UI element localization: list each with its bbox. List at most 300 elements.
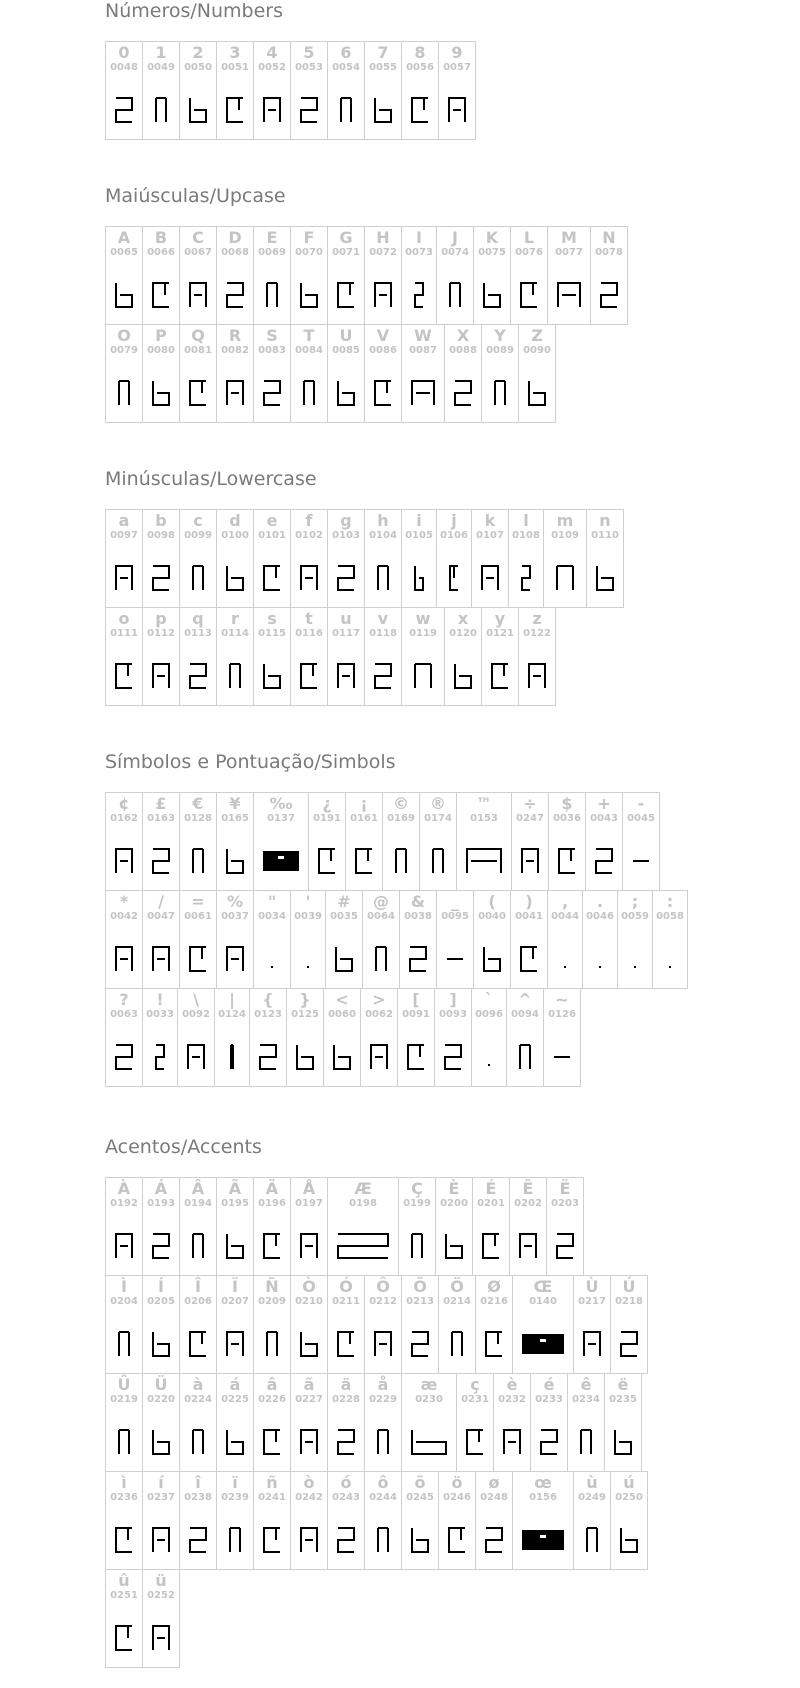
glyph-cell xyxy=(327,41,365,140)
glyph-character: Ä xyxy=(265,1179,279,1198)
grid-accents xyxy=(105,1177,647,1667)
glyph-sample xyxy=(221,259,249,324)
glyph-character: % xyxy=(226,892,244,911)
glyph-sample xyxy=(295,1406,323,1471)
glyph-code: 0073 xyxy=(405,247,433,258)
glyph-sample xyxy=(258,1210,286,1275)
glyph-sample xyxy=(184,640,212,705)
glyph-code: 0212 xyxy=(369,1296,397,1307)
glyph-character: l xyxy=(523,511,529,530)
glyph-sample xyxy=(552,259,586,324)
glyph-code: 0250 xyxy=(615,1492,643,1503)
glyph-code: 0207 xyxy=(221,1296,249,1307)
glyph-sample xyxy=(350,825,378,890)
glyph-sample xyxy=(110,542,138,607)
glyph-code: 0239 xyxy=(221,1492,249,1503)
glyph-cell xyxy=(105,1373,143,1472)
glyph-sample xyxy=(147,923,175,988)
glyph-sample xyxy=(295,923,321,988)
glyph-sample xyxy=(548,542,582,607)
glyph-cell xyxy=(308,792,346,891)
glyph-code: 0124 xyxy=(218,1009,246,1020)
glyph-character: { xyxy=(262,990,274,1009)
glyph-code: 0211 xyxy=(332,1296,360,1307)
glyph-character: Ñ xyxy=(265,1277,279,1296)
glyph-character: @ xyxy=(373,892,389,911)
glyph-character: Â xyxy=(191,1179,205,1198)
glyph-cell xyxy=(364,1373,402,1472)
glyph-code: 0123 xyxy=(254,1009,282,1020)
glyph-sample xyxy=(591,542,619,607)
glyph-cell xyxy=(142,1471,180,1570)
glyph-character: ¥ xyxy=(229,794,241,813)
glyph-cell xyxy=(290,226,328,325)
glyph-sample xyxy=(548,1021,576,1086)
glyph-sample xyxy=(369,259,397,324)
glyph-cell xyxy=(179,607,217,706)
glyph-code: 0243 xyxy=(332,1492,360,1503)
glyph-cell xyxy=(512,1471,574,1570)
glyph-code: 0094 xyxy=(511,1009,539,1020)
glyph-sample xyxy=(369,542,397,607)
glyph-sample xyxy=(477,1210,505,1275)
glyph-cell xyxy=(216,41,254,140)
glyph-character: M xyxy=(561,228,577,247)
glyph-sample xyxy=(147,1602,175,1667)
glyph-sample xyxy=(332,1504,360,1569)
glyph-character: ™ xyxy=(476,794,492,813)
glyph-code: 0105 xyxy=(405,530,433,541)
glyph-cell xyxy=(401,41,439,140)
glyph-cell xyxy=(216,1177,254,1276)
glyph-code: 0068 xyxy=(221,247,249,258)
glyph-sample xyxy=(578,1308,606,1373)
glyph-cell xyxy=(493,1373,531,1472)
glyph-sample xyxy=(184,1308,212,1373)
glyph-cell xyxy=(179,1471,217,1570)
glyph-cell xyxy=(573,1471,611,1570)
glyph-character: ; xyxy=(631,892,639,911)
glyph-cell xyxy=(327,1275,365,1374)
glyph-cell xyxy=(323,988,361,1087)
glyph-cell xyxy=(510,226,548,325)
glyph-character: X xyxy=(456,326,470,345)
glyph-code: 0236 xyxy=(110,1492,138,1503)
glyph-character: í xyxy=(158,1473,164,1492)
glyph-cell xyxy=(364,324,402,423)
glyph-sample xyxy=(578,1504,606,1569)
glyph-cell xyxy=(586,509,624,608)
glyph-sample xyxy=(572,1406,600,1471)
glyph-character: n xyxy=(599,511,611,530)
glyph-row xyxy=(105,509,623,607)
glyph-code: 0206 xyxy=(184,1296,212,1307)
glyph-code: 0252 xyxy=(147,1590,175,1601)
glyph-sample xyxy=(110,1504,138,1569)
glyph-code: 0114 xyxy=(221,628,249,639)
glyph-cell xyxy=(622,792,660,891)
glyph-code: 0246 xyxy=(443,1492,471,1503)
glyph-sample xyxy=(615,1504,643,1569)
glyph-code: 0079 xyxy=(110,345,138,356)
glyph-sample xyxy=(365,1021,393,1086)
section-lowercase xyxy=(105,468,623,705)
glyph-sample xyxy=(110,923,138,988)
glyph-cell xyxy=(543,988,581,1087)
glyph-cell xyxy=(290,607,328,706)
glyph-character: 1 xyxy=(155,43,167,62)
glyph-sample xyxy=(258,542,286,607)
glyph-character: - xyxy=(637,794,645,813)
glyph-cell xyxy=(179,509,217,608)
glyph-code: 0241 xyxy=(258,1492,286,1503)
glyph-code: 0051 xyxy=(221,62,249,73)
glyph-cell xyxy=(473,890,511,989)
glyph-sample xyxy=(595,259,623,324)
glyph-cell xyxy=(518,324,556,423)
glyph-cell xyxy=(253,792,309,891)
glyph-code: 0203 xyxy=(551,1198,579,1209)
glyph-sample xyxy=(552,923,578,988)
glyph-cell xyxy=(547,226,591,325)
glyph-code: 0201 xyxy=(477,1198,505,1209)
glyph-cell xyxy=(546,1177,584,1276)
glyph-cell xyxy=(290,1373,328,1472)
glyph-character: v xyxy=(377,609,389,628)
glyph-cell xyxy=(142,509,180,608)
glyph-cell xyxy=(286,988,324,1087)
glyph-sample xyxy=(449,640,477,705)
glyph-cell xyxy=(456,792,512,891)
glyph-sample xyxy=(110,1210,138,1275)
glyph-cell xyxy=(142,607,180,706)
glyph-sample xyxy=(295,1308,323,1373)
glyph-cell xyxy=(105,324,143,423)
glyph-character: 7 xyxy=(377,43,389,62)
glyph-code: 0191 xyxy=(313,813,341,824)
glyph-sample xyxy=(110,1021,138,1086)
glyph-sample xyxy=(486,640,514,705)
glyph-character: ¢ xyxy=(118,794,130,813)
glyph-code: 0039 xyxy=(294,911,322,922)
glyph-character: Ù xyxy=(585,1277,599,1296)
glyph-sample xyxy=(147,74,175,139)
glyph-cell xyxy=(511,792,549,891)
glyph-code: 0064 xyxy=(367,911,395,922)
glyph-character: A xyxy=(117,228,131,247)
glyph-sample xyxy=(258,1504,286,1569)
glyph-code: 0230 xyxy=(415,1394,443,1405)
glyph-code: 0066 xyxy=(147,247,175,258)
glyph-character: e xyxy=(266,511,278,530)
glyph-character: æ xyxy=(420,1375,438,1394)
glyph-character: ‰ xyxy=(269,794,293,813)
glyph-code: 0061 xyxy=(184,911,212,922)
glyph-code: 0231 xyxy=(461,1394,489,1405)
glyph-cell xyxy=(253,607,291,706)
glyph-cell xyxy=(142,1373,180,1472)
glyph-row xyxy=(105,607,623,705)
glyph-cell xyxy=(471,509,509,608)
glyph-code: 0214 xyxy=(443,1296,471,1307)
glyph-cell xyxy=(530,1373,568,1472)
glyph-character: / xyxy=(158,892,164,911)
glyph-cell xyxy=(105,1177,143,1276)
glyph-code: 0162 xyxy=(110,813,138,824)
glyph-code: 0196 xyxy=(258,1198,286,1209)
glyph-cell xyxy=(216,226,254,325)
glyph-code: 0227 xyxy=(295,1394,323,1405)
glyph-character: # xyxy=(337,892,351,911)
glyph-sample xyxy=(498,1406,526,1471)
glyph-cell xyxy=(472,1177,510,1276)
glyph-sample xyxy=(221,1308,249,1373)
glyph-character: J xyxy=(452,228,458,247)
glyph-sample xyxy=(480,1308,508,1373)
glyph-sample xyxy=(221,1210,249,1275)
glyph-cell xyxy=(401,226,437,325)
glyph-sample xyxy=(221,74,249,139)
glyph-cell xyxy=(142,988,178,1087)
glyph-cell xyxy=(475,1471,513,1570)
glyph-cell xyxy=(290,890,326,989)
glyph-cell xyxy=(177,988,215,1087)
glyph-sample xyxy=(515,259,543,324)
glyph-character: u xyxy=(340,609,352,628)
glyph-sample xyxy=(295,74,323,139)
glyph-sample xyxy=(258,259,286,324)
glyph-character: È xyxy=(448,1179,460,1198)
glyph-character: & xyxy=(411,892,425,911)
glyph-cell xyxy=(401,1275,439,1374)
glyph-cell xyxy=(105,509,143,608)
glyph-character: É xyxy=(485,1179,497,1198)
glyph-sample xyxy=(147,1308,175,1373)
glyph-code: 0063 xyxy=(110,1009,138,1020)
glyph-sample xyxy=(219,1021,245,1086)
glyph-character: L xyxy=(523,228,535,247)
glyph-cell xyxy=(327,1177,399,1276)
glyph-cell xyxy=(444,324,482,423)
glyph-code: 0101 xyxy=(258,530,286,541)
glyph-code: 0109 xyxy=(551,530,579,541)
glyph-sample xyxy=(406,259,432,324)
glyph-character: 2 xyxy=(192,43,204,62)
glyph-sample xyxy=(147,357,175,422)
glyph-sample xyxy=(523,357,551,422)
glyph-character: p xyxy=(155,609,167,628)
glyph-code: 0237 xyxy=(147,1492,175,1503)
glyph-character: * xyxy=(119,892,129,911)
glyph-sample xyxy=(221,1504,249,1569)
glyph-sample xyxy=(332,542,360,607)
glyph-character: â xyxy=(266,1375,278,1394)
glyph-cell xyxy=(142,41,180,140)
glyph-sample xyxy=(184,1504,212,1569)
glyph-sample xyxy=(369,74,397,139)
glyph-code: 0069 xyxy=(258,247,286,258)
glyph-character: œ xyxy=(534,1473,552,1492)
glyph-character: = xyxy=(191,892,205,911)
glyph-code: 0083 xyxy=(258,345,286,356)
glyph-character: î xyxy=(195,1473,201,1492)
glyph-code: 0226 xyxy=(258,1394,286,1405)
glyph-sample xyxy=(369,1308,397,1373)
glyph-character: P xyxy=(155,326,167,345)
glyph-sample xyxy=(406,640,440,705)
glyph-row xyxy=(105,1177,647,1275)
glyph-code: 0040 xyxy=(478,911,506,922)
glyph-sample xyxy=(328,1021,356,1086)
glyph-code: 0213 xyxy=(406,1296,434,1307)
glyph-character: Ï xyxy=(232,1277,238,1296)
glyph-cell xyxy=(510,890,548,989)
glyph-sample xyxy=(258,923,286,988)
glyph-code: 0067 xyxy=(184,247,212,258)
glyph-character: ø xyxy=(488,1473,500,1492)
glyph-code: 0210 xyxy=(295,1296,323,1307)
glyph-character: m xyxy=(556,511,574,530)
grid-lowercase xyxy=(105,509,623,705)
section-numbers xyxy=(105,0,475,139)
glyph-code: 0043 xyxy=(590,813,618,824)
glyph-code: 0087 xyxy=(409,345,437,356)
glyph-code: 0093 xyxy=(439,1009,467,1020)
glyph-character: 4 xyxy=(266,43,278,62)
glyph-cell xyxy=(142,324,180,423)
glyph-code: 0225 xyxy=(221,1394,249,1405)
glyph-code: 0059 xyxy=(621,911,649,922)
glyph-cell xyxy=(105,792,143,891)
glyph-sample xyxy=(110,825,138,890)
glyph-cell xyxy=(610,1275,648,1374)
glyph-character: ü xyxy=(155,1571,167,1590)
glyph-code: 0053 xyxy=(295,62,323,73)
glyph-cell xyxy=(573,1275,611,1374)
glyph-row xyxy=(105,1275,647,1373)
glyph-character: ï xyxy=(232,1473,238,1492)
glyph-character: ã xyxy=(303,1375,315,1394)
glyph-code: 0100 xyxy=(221,530,249,541)
glyph-code: 0112 xyxy=(147,628,175,639)
glyph-sample xyxy=(184,1406,212,1471)
glyph-character: Û xyxy=(117,1375,131,1394)
glyph-character: Æ xyxy=(354,1179,372,1198)
glyph-cell xyxy=(105,988,143,1087)
glyph-cell xyxy=(438,1275,476,1374)
glyph-code: 0046 xyxy=(586,911,614,922)
glyph-code: 0125 xyxy=(291,1009,319,1020)
glyph-code: 0049 xyxy=(147,62,175,73)
glyph-cell xyxy=(290,1471,328,1570)
glyph-character: Ç xyxy=(411,1179,423,1198)
glyph-character: Q xyxy=(191,326,205,345)
glyph-cell xyxy=(253,1275,291,1374)
glyph-cell xyxy=(214,988,250,1087)
glyph-character: I xyxy=(416,228,422,247)
glyph-character: ú xyxy=(623,1473,635,1492)
glyph-character: © xyxy=(393,794,409,813)
glyph-cell xyxy=(509,1177,547,1276)
glyph-code: 0103 xyxy=(332,530,360,541)
glyph-row xyxy=(105,1373,647,1471)
glyph-cell xyxy=(327,509,365,608)
glyph-sample xyxy=(147,640,175,705)
glyph-cell xyxy=(290,41,328,140)
glyph-character: U xyxy=(339,326,353,345)
glyph-sample xyxy=(147,825,175,890)
glyph-sample xyxy=(332,1308,360,1373)
glyph-code: 0200 xyxy=(440,1198,468,1209)
glyph-code: 0075 xyxy=(478,247,506,258)
glyph-character: Í xyxy=(158,1277,164,1296)
glyph-cell xyxy=(327,607,365,706)
glyph-code: 0098 xyxy=(147,530,175,541)
glyph-cell xyxy=(364,41,402,140)
glyph-character: ö xyxy=(451,1473,463,1492)
glyph-code: 0192 xyxy=(110,1198,138,1209)
glyph-character: b xyxy=(155,511,167,530)
glyph-code: 0091 xyxy=(402,1009,430,1020)
glyph-sample xyxy=(332,640,360,705)
glyph-sample xyxy=(110,1406,138,1471)
glyph-character: w xyxy=(415,609,431,628)
glyph-sample xyxy=(258,1406,286,1471)
glyph-cell xyxy=(253,890,291,989)
glyph-code: 0120 xyxy=(449,628,477,639)
glyph-sample xyxy=(110,1602,138,1667)
glyph-sample xyxy=(258,1308,286,1373)
glyph-sample xyxy=(369,640,397,705)
glyph-cell xyxy=(419,792,457,891)
glyph-row xyxy=(105,988,687,1086)
glyph-character: ] xyxy=(449,990,457,1009)
glyph-sample xyxy=(449,357,477,422)
glyph-cell xyxy=(547,890,583,989)
glyph-sample xyxy=(258,825,304,890)
glyph-code: 0238 xyxy=(184,1492,212,1503)
glyph-character: ò xyxy=(303,1473,315,1492)
glyph-character: Y xyxy=(494,326,506,345)
glyph-character: ç xyxy=(470,1375,480,1394)
glyph-character: j xyxy=(451,511,457,530)
glyph-cell xyxy=(438,1471,476,1570)
glyph-cell xyxy=(142,1569,180,1668)
glyph-cell xyxy=(327,1471,365,1570)
glyph-cell xyxy=(518,607,556,706)
glyph-sample xyxy=(330,923,358,988)
glyph-code: 0248 xyxy=(480,1492,508,1503)
glyph-sample xyxy=(147,1504,175,1569)
glyph-sample xyxy=(332,74,360,139)
glyph-sample xyxy=(110,357,138,422)
glyph-cell xyxy=(345,792,383,891)
glyph-code: 0092 xyxy=(182,1009,210,1020)
glyph-code: 0233 xyxy=(535,1394,563,1405)
glyph-cell xyxy=(105,1275,143,1374)
glyph-sample xyxy=(478,259,506,324)
glyph-cell xyxy=(582,890,618,989)
glyph-sample xyxy=(221,923,249,988)
glyph-character: ' xyxy=(305,892,311,911)
glyph-cell xyxy=(401,324,445,423)
glyph-code: 0202 xyxy=(514,1198,542,1209)
glyph-sample xyxy=(184,74,212,139)
glyph-sample xyxy=(184,825,212,890)
glyph-sample xyxy=(513,542,539,607)
glyph-sample xyxy=(476,542,504,607)
glyph-character: ë xyxy=(617,1375,629,1394)
